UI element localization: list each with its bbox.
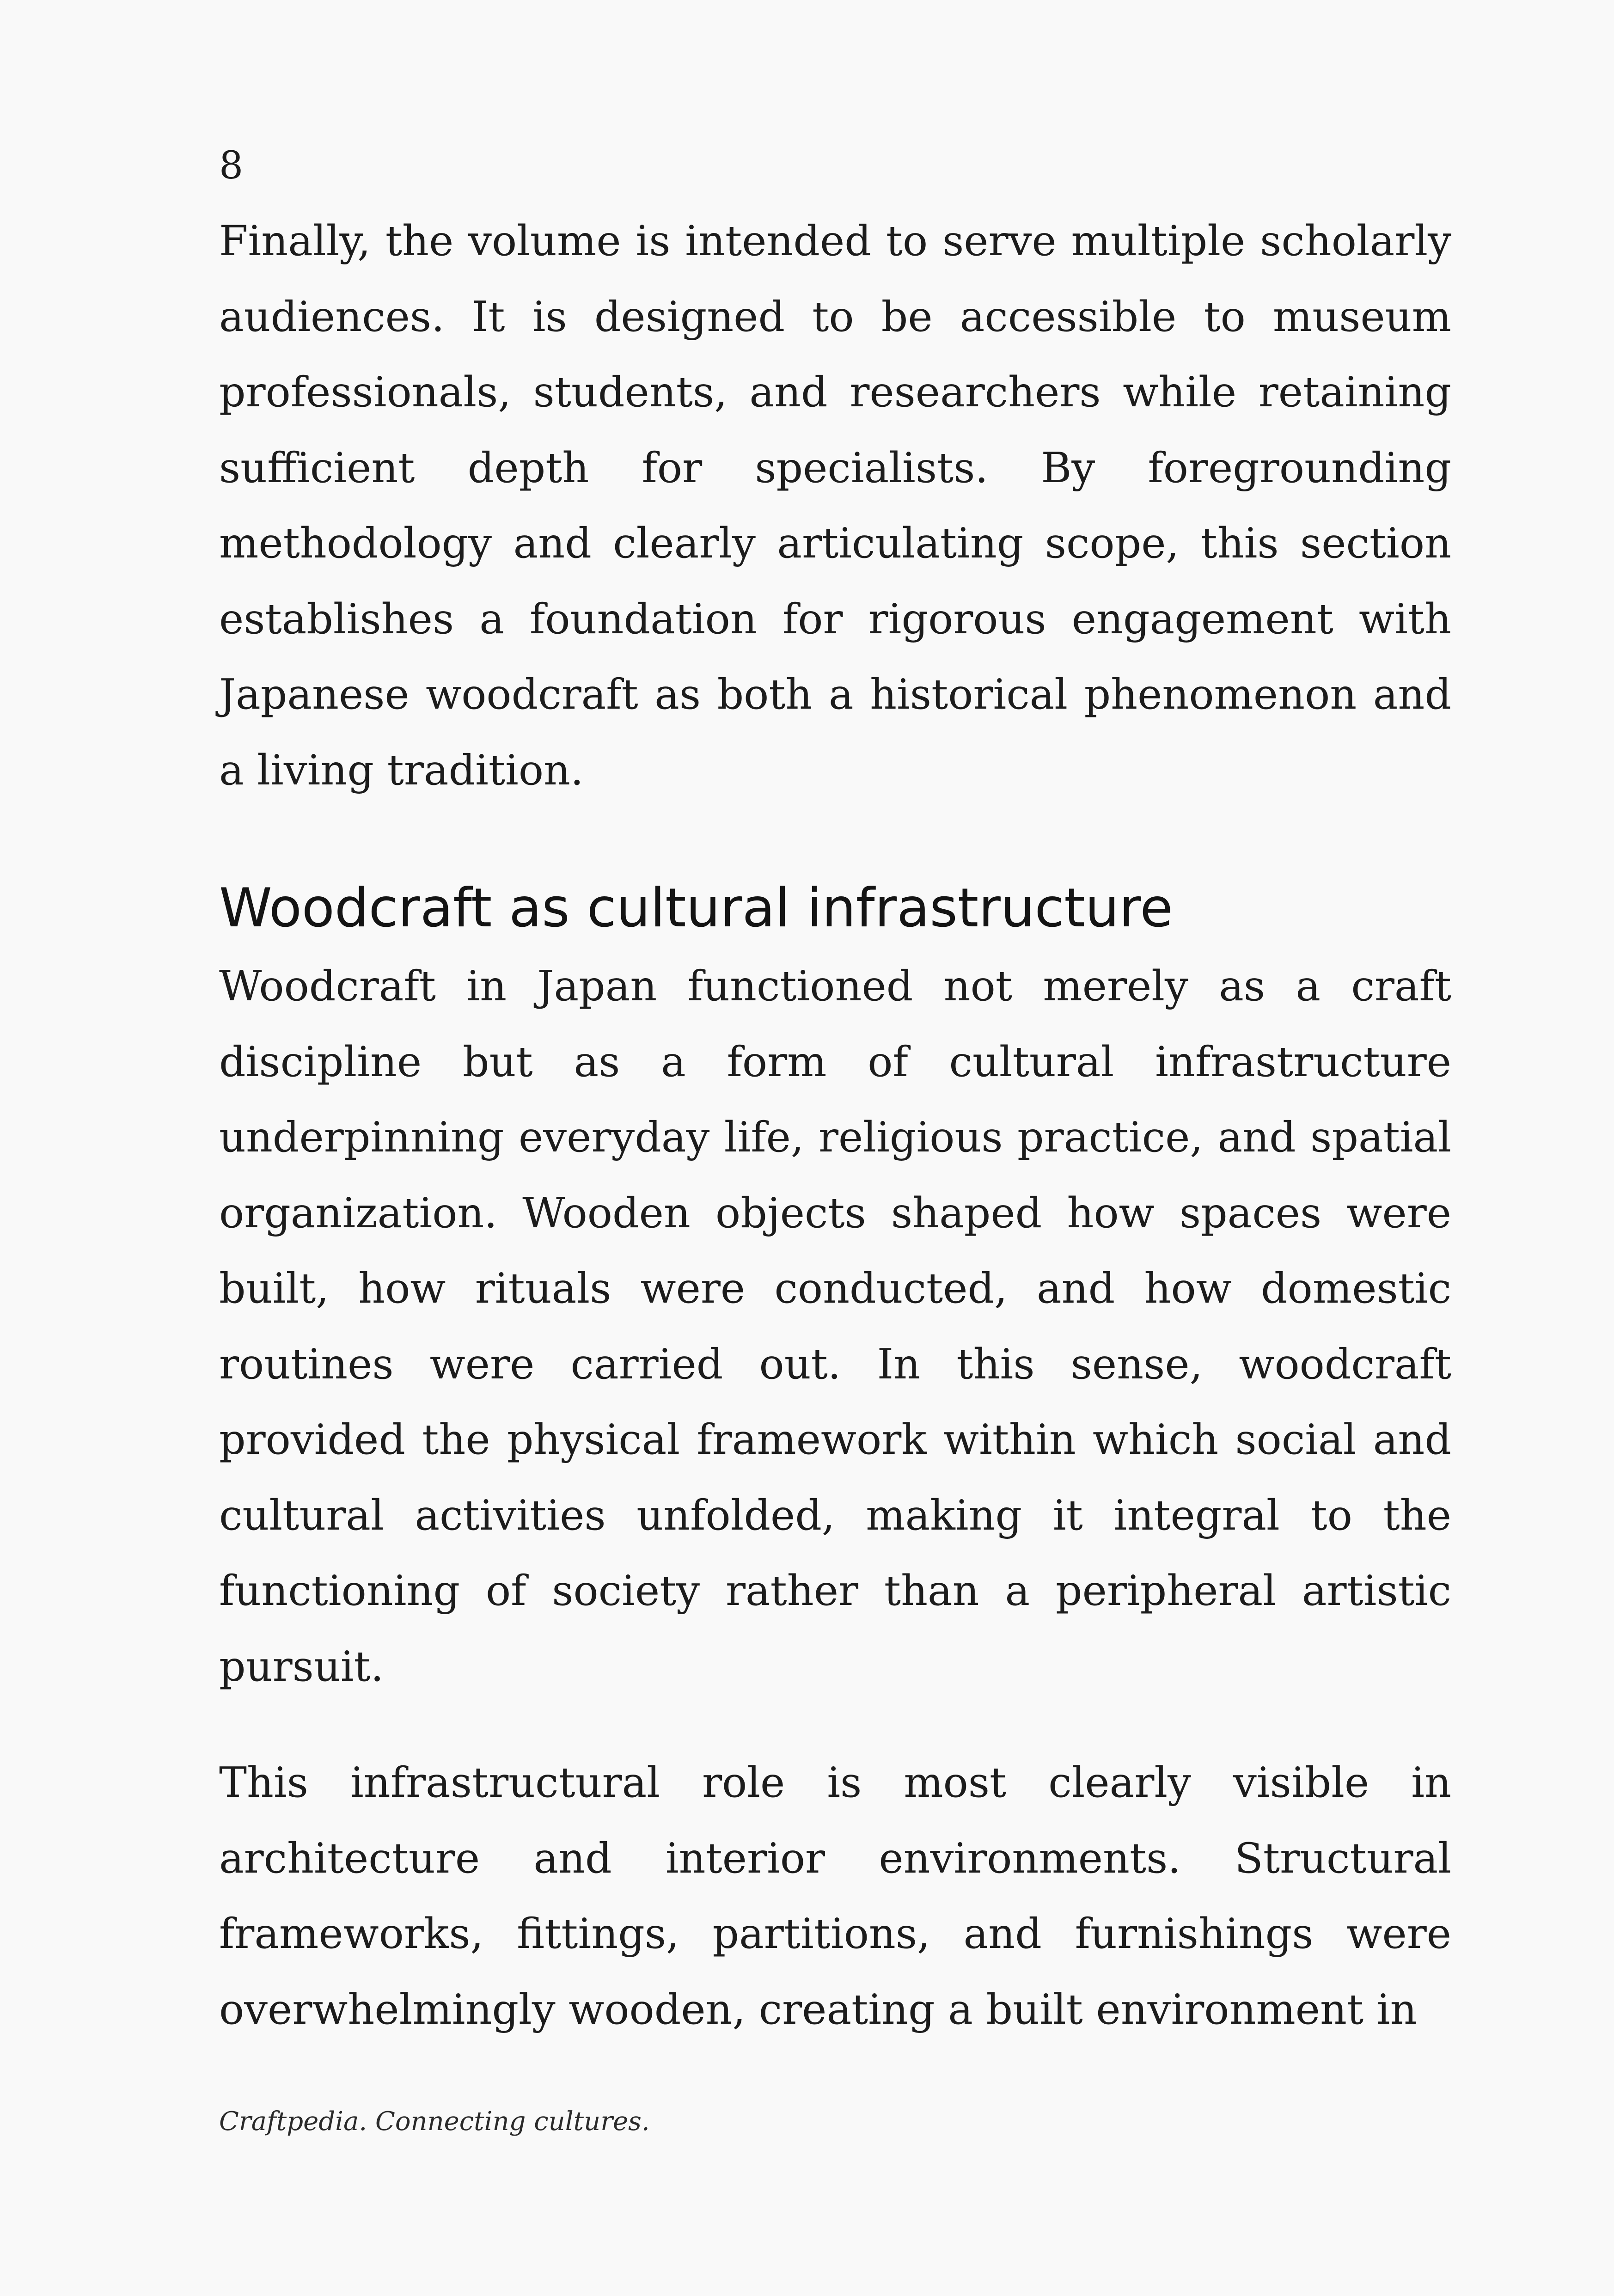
intro-paragraph: Finally, the volume is intended to serve multiple scholarly audiences. It is designed to be accessible to museum professionals, students, and researchers while retaining sufficient depth for specialists. By foregrounding methodology and clearly articulating scope, this section establishes a foundation for rigorous engagement with Japanese woodcraft as both a historical phenomenon and a living tradition. xyxy=(219,217,1451,795)
document-body xyxy=(219,203,1451,2047)
page-number: 8 xyxy=(219,144,244,188)
section-heading: Woodcraft as cultural infrastructure xyxy=(219,877,1173,939)
page-footer: Craftpedia. Connecting cultures. xyxy=(219,2106,650,2137)
body-paragraph-1: Woodcraft in Japan functioned not merely as a craft discipline but as a form of cultural infrastructure underpinning everyday life, religious practice, and spatial organization. Wooden objects shaped how spaces were built, how rituals were conducted, and how domestic routines were carried out. In this sense, woodcraft provided the physical framework within which social and cultural activities unfolded, making it integral to the functioning of society rather than a peripheral artistic pursuit. xyxy=(219,962,1451,1691)
body-paragraph-2: This infrastructural role is most clearly visible in architecture and interior environments. Structural frameworks, fittings, partitions, and furnishings were overwhelmingly wooden, creating a built environment in xyxy=(219,1758,1451,2034)
